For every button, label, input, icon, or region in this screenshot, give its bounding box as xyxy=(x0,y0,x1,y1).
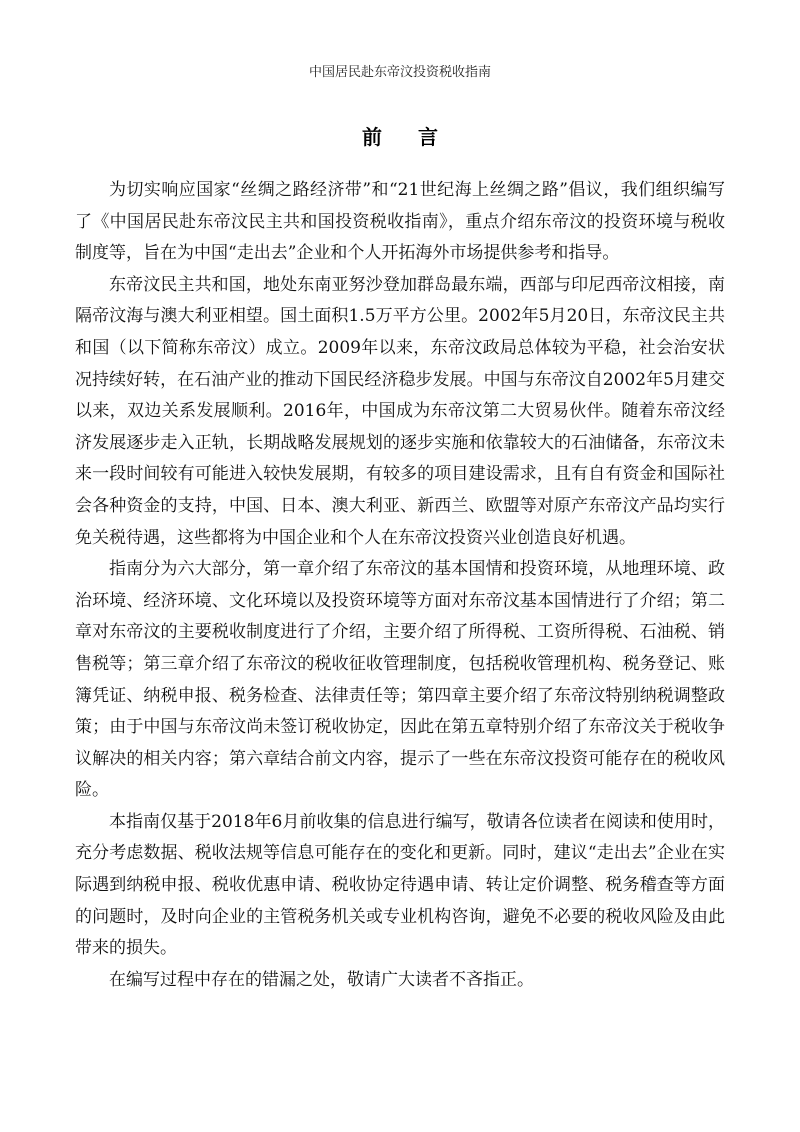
running-header: 中国居民赴东帝汶投资税收指南 xyxy=(308,65,491,80)
paragraph-intro: 为切实响应国家“丝绸之路经济带”和“21世纪海上丝绸之路”倡议，我们组织编写了《中国居民赴东帝汶民主共和国投资税收指南》，重点介绍东帝汶的投资环境与税收制度等，旨在为中国“走出去”企业和个人开拓海外市场提供参考和指导。 xyxy=(75,180,725,264)
page-title: 前言 xyxy=(362,125,474,149)
paragraph-guide-structure: 指南分为六大部分，第一章介绍了东帝汶的基本国情和投资环境，从地理环境、政治环境、经济环境、文化环境以及投资环境等方面对东帝汶基本国情进行了介绍；第二章对东帝汶的主要税收制度进行了介绍，主要介绍了所得税、工资所得税、石油税、销售税等；第三章介绍了东帝汶的税收征收管理制度，包括税收管理机构、税务登记、账簿凭证、纳税申报、税务检查、法律责任等；第四章主要介绍了东帝汶特别纳税调整政策；由于中国与东帝汶尚未签订税收协定，因此在第五章特别介绍了东帝汶关于税收争议解决的相关内容；第六章结合前文内容，提示了一些在东帝汶投资可能存在的税收风险。 xyxy=(75,559,725,801)
paragraph-country-overview: 东帝汶民主共和国，地处东南亚努沙登加群岛最东端，西部与印尼西帝汶相接，南隔帝汶海与澳大利亚相望。国土面积1.5万平方公里。2002年5月20日，东帝汶民主共和国（以下简称东帝汶）成立。2009年以来，东帝汶政局总体较为平稳，社会治安状况持续好转，在石油产业的推动下国民经济稳步发展。中国与东帝汶自2002年5月建交以来，双边关系发展顺利。2016年，中国成为东帝汶第二大贸易伙伴。随着东帝汶经济发展逐步走入正轨，长期战略发展规划的逐步实施和依靠较大的石油储备，东帝汶未来一段时间较有可能进入较快发展期，有较多的项目建设需求，且有自有资金和国际社会各种资金的支持，中国、日本、澳大利亚、新西兰、欧盟等对原产东帝汶产品均实行免关税待遇，这些都将为中国企业和个人在东帝汶投资兴业创造良好机遇。 xyxy=(75,274,725,548)
document-body xyxy=(75,175,725,996)
paragraph-closing: 在编写过程中存在的错漏之处，敬请广大读者不吝指正。 xyxy=(109,969,534,990)
paragraph-disclaimer: 本指南仅基于2018年6月前收集的信息进行编写，敬请各位读者在阅读和使用时，充分考虑数据、税收法规等信息可能存在的变化和更新。同时，建议“走出去”企业在实际遇到纳税申报、税收优惠申请、税收协定待遇申请、转让定价调整、税务稽查等方面的问题时，及时向企业的主管税务机关或专业机构咨询，避免不必要的税收风险及由此带来的损失。 xyxy=(75,811,725,959)
